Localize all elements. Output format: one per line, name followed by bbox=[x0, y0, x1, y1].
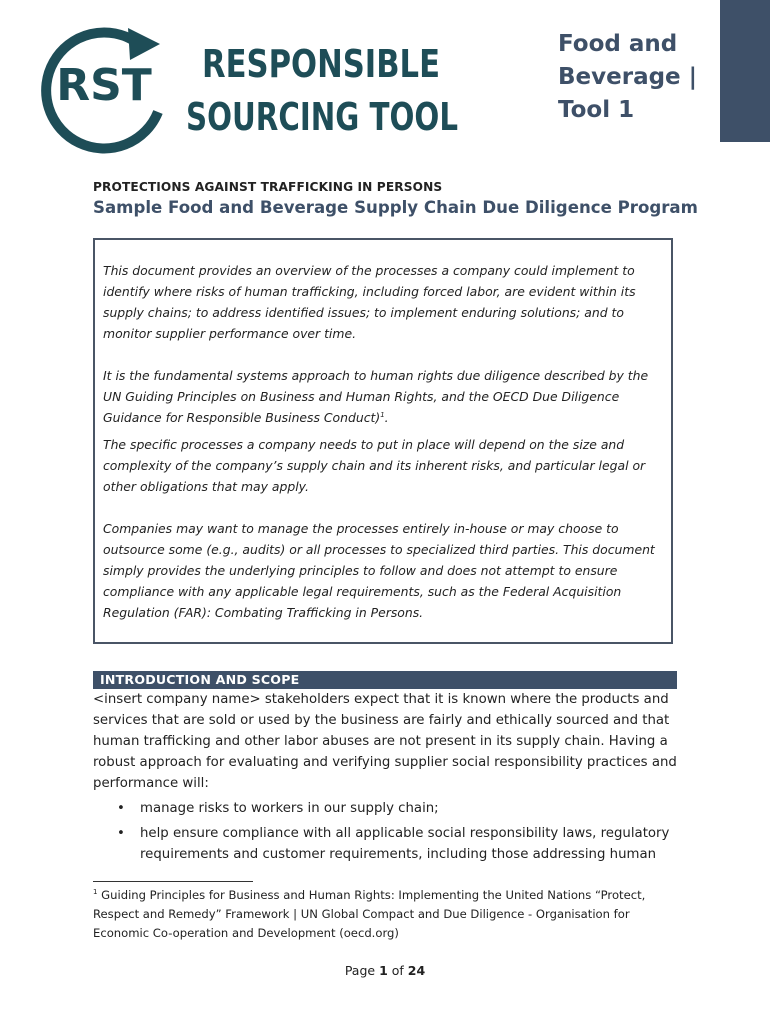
tool-title bbox=[558, 28, 718, 127]
page-number bbox=[0, 963, 770, 978]
intro-paragraph: Companies may want to manage the processes entirely in-house or may choose to outsource some (e.g., audits) or all processes to specialized third parties. This document simply provides the underlying principles to follow and does not attempt to ensure compliance with any applicable legal requirements, such as the Federal Acquisition Regulation (FAR): Combating Trafficking in Persons. bbox=[103, 521, 655, 620]
section-body bbox=[93, 689, 677, 869]
section-heading-bar bbox=[93, 671, 677, 689]
page-of: of bbox=[387, 963, 408, 978]
tool-title-line: Tool 1 bbox=[558, 97, 635, 123]
rst-logo bbox=[36, 22, 476, 152]
page-current: 1 bbox=[379, 963, 388, 978]
footnote-text: Guiding Principles for Business and Human Rights: Implementing the United Nations “Protect, Respect and Remedy” Framework | UN Global Compact and Due Diligence - Organisation for Economic Co-operation and Development (oecd.org) bbox=[93, 888, 646, 940]
logo-monogram: RST bbox=[56, 60, 152, 111]
logo-name-line2: SOURCING TOOL bbox=[186, 95, 458, 139]
bullet-list bbox=[93, 798, 677, 865]
list-item: • help ensure compliance with all applicable social responsibility laws, regulatory requirements and customer requirements, including those addressing human bbox=[93, 823, 677, 865]
logo-cycle-arrow-icon bbox=[128, 28, 160, 60]
tool-title-line: Beverage | bbox=[558, 64, 698, 90]
intro-paragraph-end: . bbox=[384, 410, 389, 425]
intro-paragraph-text: It is the fundamental systems approach to human rights due diligence described by the UN Guiding Principles on Business and Human Rights, and the OECD Due Diligence Guidance for Responsible Business Conduct) bbox=[103, 368, 649, 425]
document-kicker: PROTECTIONS AGAINST TRAFFICKING IN PERSONS bbox=[93, 180, 443, 194]
footnote bbox=[93, 886, 683, 943]
intro-callout-box bbox=[93, 238, 673, 644]
intro-paragraph bbox=[103, 365, 663, 428]
page-total: 24 bbox=[407, 963, 426, 978]
logo-name-line1: RESPONSIBLE bbox=[202, 42, 440, 86]
header-accent-tab bbox=[720, 0, 770, 142]
page-prefix: Page bbox=[344, 963, 380, 978]
document-title: Sample Food and Beverage Supply Chain Due Diligence Program bbox=[93, 198, 698, 217]
intro-paragraph: The specific processes a company needs to put in place will depend on the size and complexity of the company’s supply chain and its inherent risks, and particular legal or other obligations that may apply. bbox=[103, 437, 646, 494]
footnote-marker: 1 bbox=[93, 888, 98, 897]
list-item: • manage risks to workers in our supply chain; bbox=[93, 798, 677, 819]
section-paragraph: <insert company name> stakeholders expect that it is known where the products and services that are sold or used by the business are fairly and ethically sourced and that human trafficking and other labor abuses are not present in its supply chain. Having a robust approach for evaluating and verifying supplier social responsibility practices and performance will: bbox=[93, 692, 677, 791]
section-heading: INTRODUCTION AND SCOPE bbox=[100, 672, 300, 687]
intro-paragraph: This document provides an overview of the processes a company could implement to identify where risks of human trafficking, including forced labor, are evident within its supply chains; to address identified issues; to implement enduring solutions; and to monitor supplier performance over time. bbox=[103, 263, 636, 341]
tool-title-line: Food and bbox=[558, 31, 678, 57]
footnote-divider bbox=[93, 881, 253, 882]
footnote-reference[interactable]: 1 bbox=[380, 410, 385, 419]
